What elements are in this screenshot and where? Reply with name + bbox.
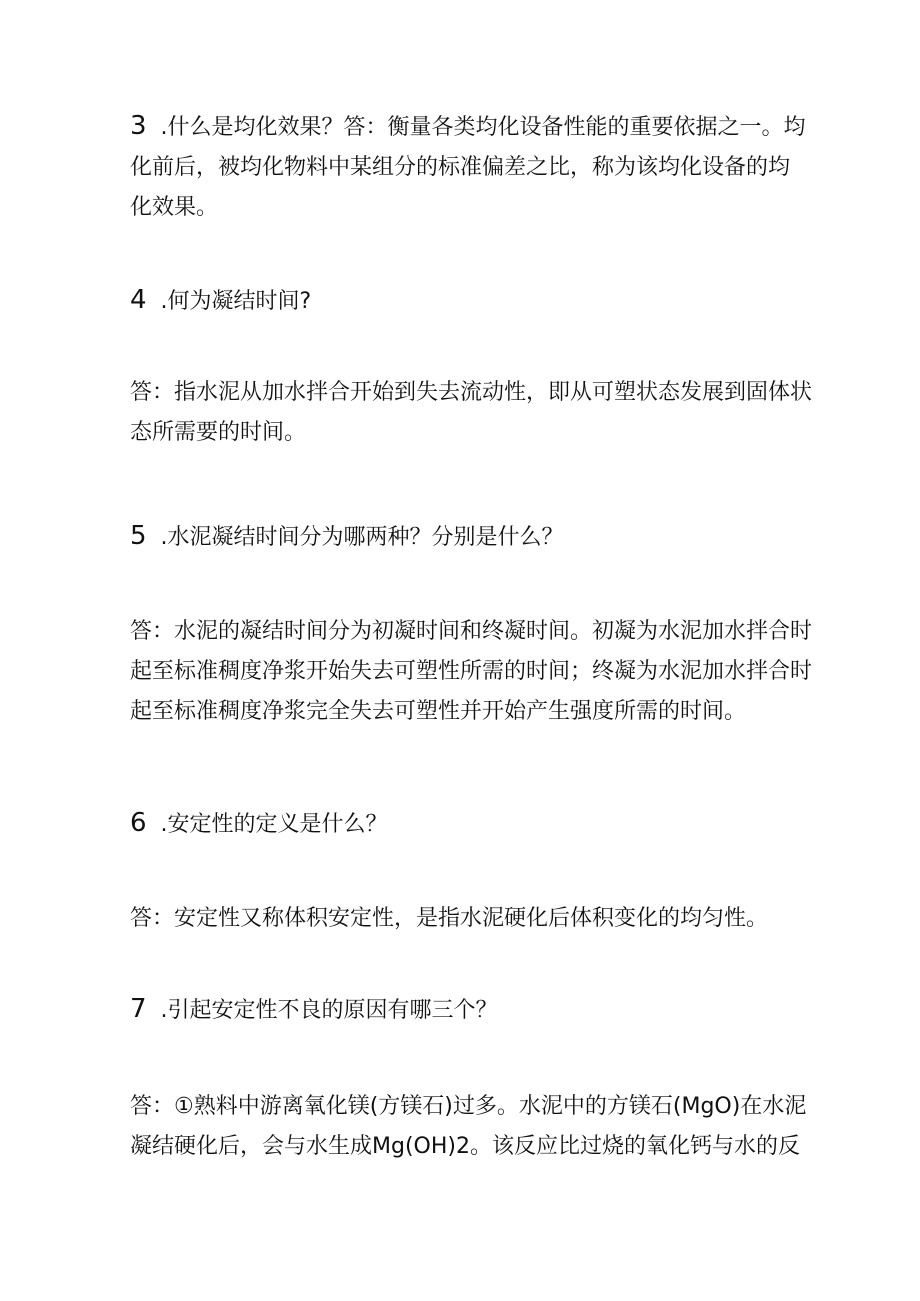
item-7-answer-line-1: 答：①熟料中游离氧化镁(方镁石)过多。水泥中的方镁石(MgO)在水泥: [130, 1094, 807, 1119]
item-3-line-2: 化前后，被均化物料中某组分的标准偏差之比，称为该均化设备的均: [130, 155, 791, 180]
item-4-answer: [130, 373, 813, 453]
item-3-line-1: 3 .什么是均化效果？答：衡量各类均化设备性能的重要依据之一。均: [130, 111, 806, 141]
item-5-answer: [130, 612, 813, 732]
item-7-answer-line-2: 凝结硬化后，会与水生成Mg(OH)2。该反应比过烧的氧化钙与水的反: [130, 1134, 800, 1159]
item-4-answer-line-1: 答：指水泥从加水拌合开始到失去流动性，即从可塑状态发展到固体状: [130, 380, 813, 405]
item-5-question: 5 .水泥凝结时间分为哪两种？分别是什么？: [130, 521, 564, 551]
item-5-number: 5: [130, 521, 147, 551]
item-5-answer-line-2: 起至标准稠度净浆开始失去可塑性所需的时间；终凝为水泥加水拌合时: [130, 659, 813, 684]
item-5-answer-line-3: 起至标准稠度净浆完全失去可塑性并开始产生强度所需的时间。: [130, 699, 747, 724]
item-4-answer-line-2: 态所需要的时间。: [130, 420, 307, 445]
item-6-answer-line-1: 答：安定性又称体积安定性，是指水泥硬化后体积变化的均匀性。: [130, 906, 769, 931]
item-6-number: 6: [130, 808, 147, 838]
item-5-answer-line-1: 答：水泥的凝结时间分为初凝时间和终凝时间。初凝为水泥加水拌合时: [130, 619, 813, 644]
item-7-number: 7: [130, 994, 147, 1024]
item-6-question: 6 .安定性的定义是什么？: [130, 808, 388, 838]
item-7-question: 7 .引起安定性不良的原因有哪三个？: [130, 994, 498, 1024]
item-7-answer: [130, 1087, 810, 1167]
item-3-line-3: 化效果。: [130, 195, 219, 220]
item-4-number: 4: [130, 285, 147, 315]
item-3-number: 3: [130, 111, 147, 141]
item-6-answer: [130, 899, 810, 939]
item-4-question: 4 .何为凝结时间?: [130, 285, 312, 315]
item-3-paragraph: [130, 106, 810, 228]
